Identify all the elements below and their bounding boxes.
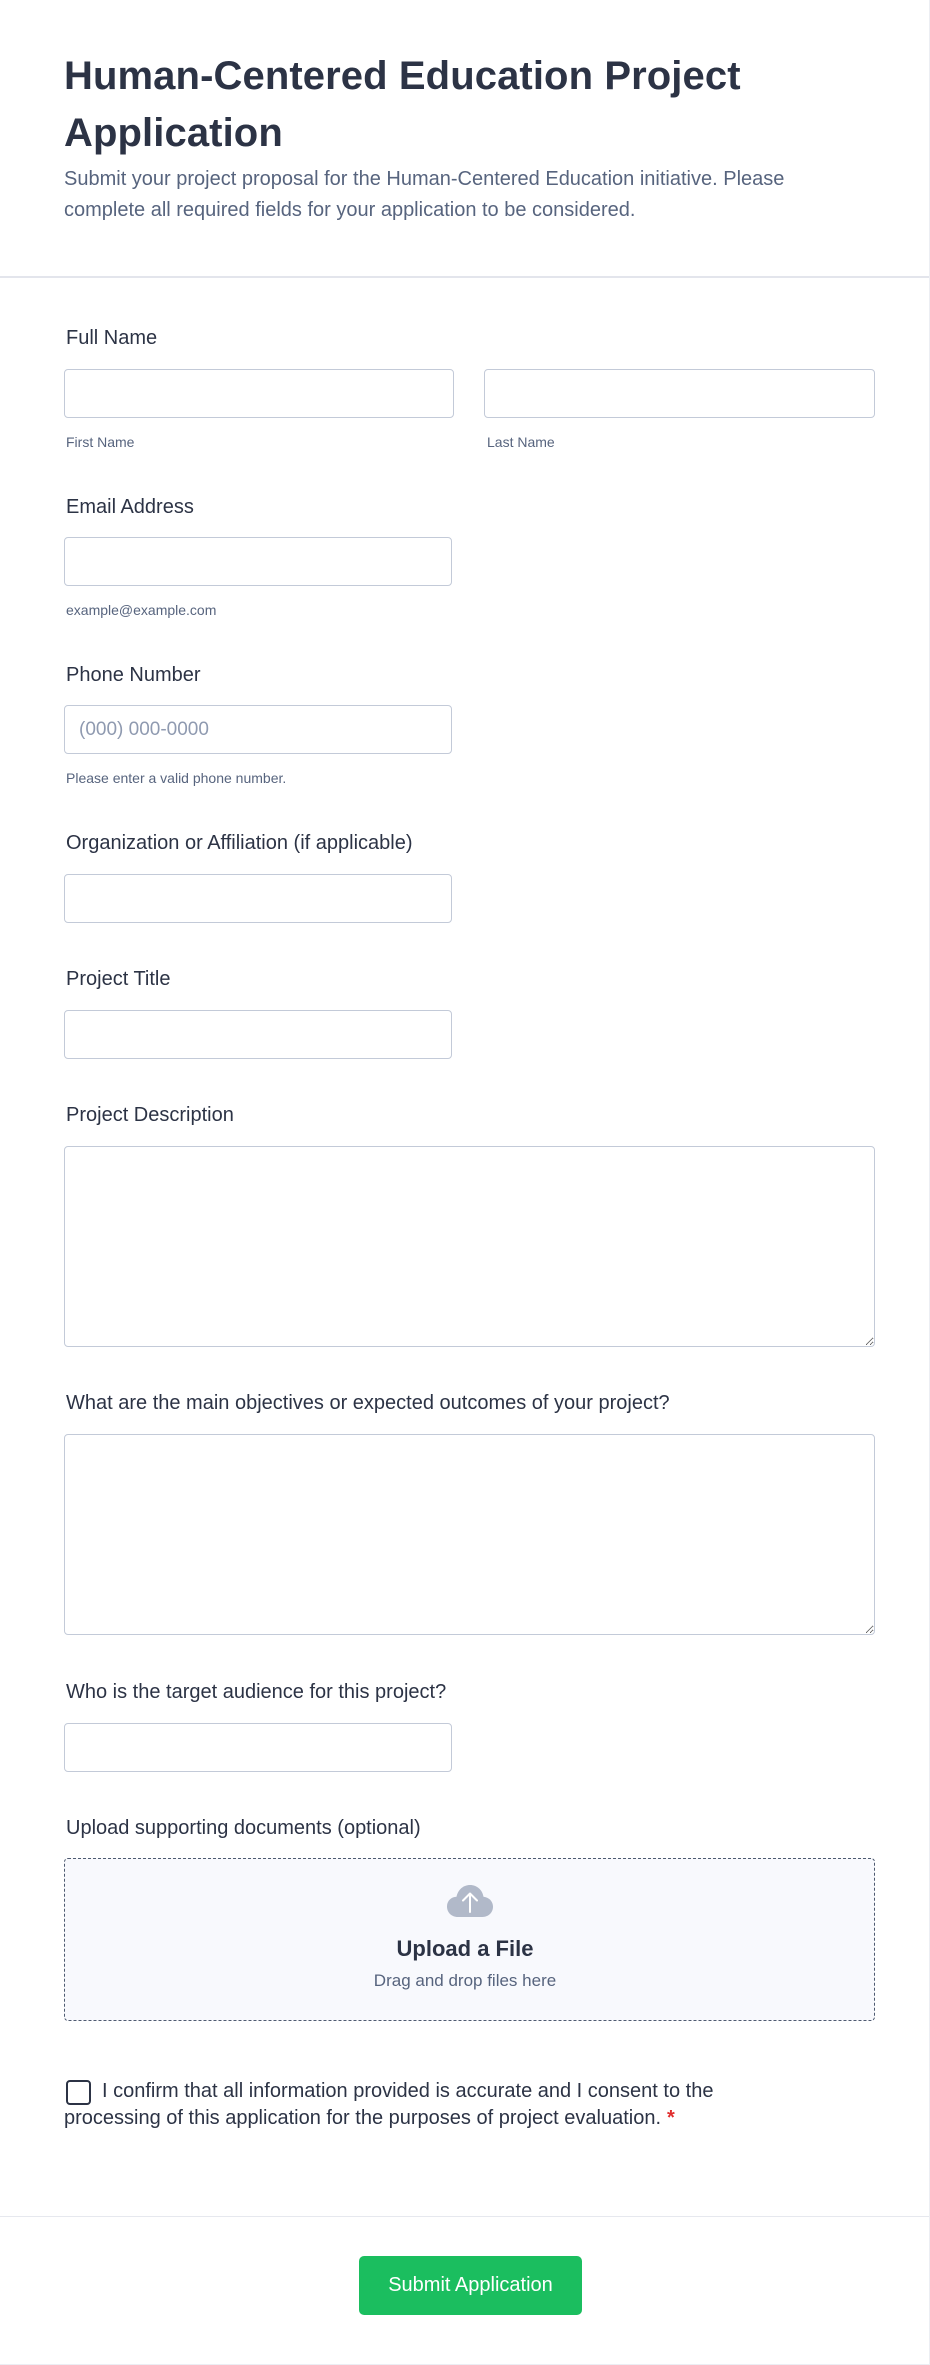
upload-hint: Drag and drop files here bbox=[373, 1971, 557, 1990]
page-subtitle: Submit your project proposal for the Human-Centered Education initiative. Please complete all required fields for your application to be considered. bbox=[64, 168, 785, 221]
phone-label: Phone Number bbox=[66, 664, 201, 686]
first-name-input[interactable] bbox=[64, 369, 454, 418]
consent-checkbox[interactable] bbox=[66, 2080, 91, 2105]
consent-text bbox=[64, 2078, 784, 2132]
audience-label: Who is the target audience for this project? bbox=[66, 1681, 447, 1703]
upload-title: Upload a File bbox=[396, 1936, 534, 1961]
last-name-sublabel: Last Name bbox=[487, 434, 555, 450]
submit-button[interactable]: Submit Application bbox=[359, 2256, 582, 2315]
audience-input[interactable] bbox=[64, 1723, 452, 1772]
email-input[interactable] bbox=[64, 537, 452, 586]
project-description-label: Project Description bbox=[66, 1104, 234, 1126]
objectives-label: What are the main objectives or expected outcomes of your project? bbox=[66, 1392, 670, 1414]
project-description-textarea[interactable] bbox=[64, 1146, 875, 1347]
header-divider bbox=[0, 276, 929, 278]
email-sublabel: example@example.com bbox=[66, 602, 217, 618]
email-label: Email Address bbox=[66, 496, 194, 518]
phone-sublabel: Please enter a valid phone number. bbox=[66, 770, 287, 786]
first-name-sublabel: First Name bbox=[66, 434, 135, 450]
organization-label: Organization or Affiliation (if applicable) bbox=[66, 832, 413, 854]
full-name-label: Full Name bbox=[66, 327, 158, 349]
cloud-upload-icon bbox=[446, 1884, 494, 1918]
last-name-input[interactable] bbox=[484, 369, 875, 418]
project-title-input[interactable] bbox=[64, 1010, 452, 1059]
page-title: Human-Centered Education Project Application bbox=[64, 54, 741, 155]
project-title-label: Project Title bbox=[66, 968, 171, 990]
footer-divider bbox=[0, 2216, 929, 2217]
upload-label: Upload supporting documents (optional) bbox=[66, 1817, 421, 1839]
required-asterisk: * bbox=[667, 2107, 675, 2129]
organization-input[interactable] bbox=[64, 874, 452, 923]
objectives-textarea[interactable] bbox=[64, 1434, 875, 1635]
consent-label: I confirm that all information provided is accurate and I consent to the processing of this application for the purposes of project evaluation. bbox=[64, 2080, 714, 2129]
phone-input[interactable] bbox=[64, 705, 452, 754]
